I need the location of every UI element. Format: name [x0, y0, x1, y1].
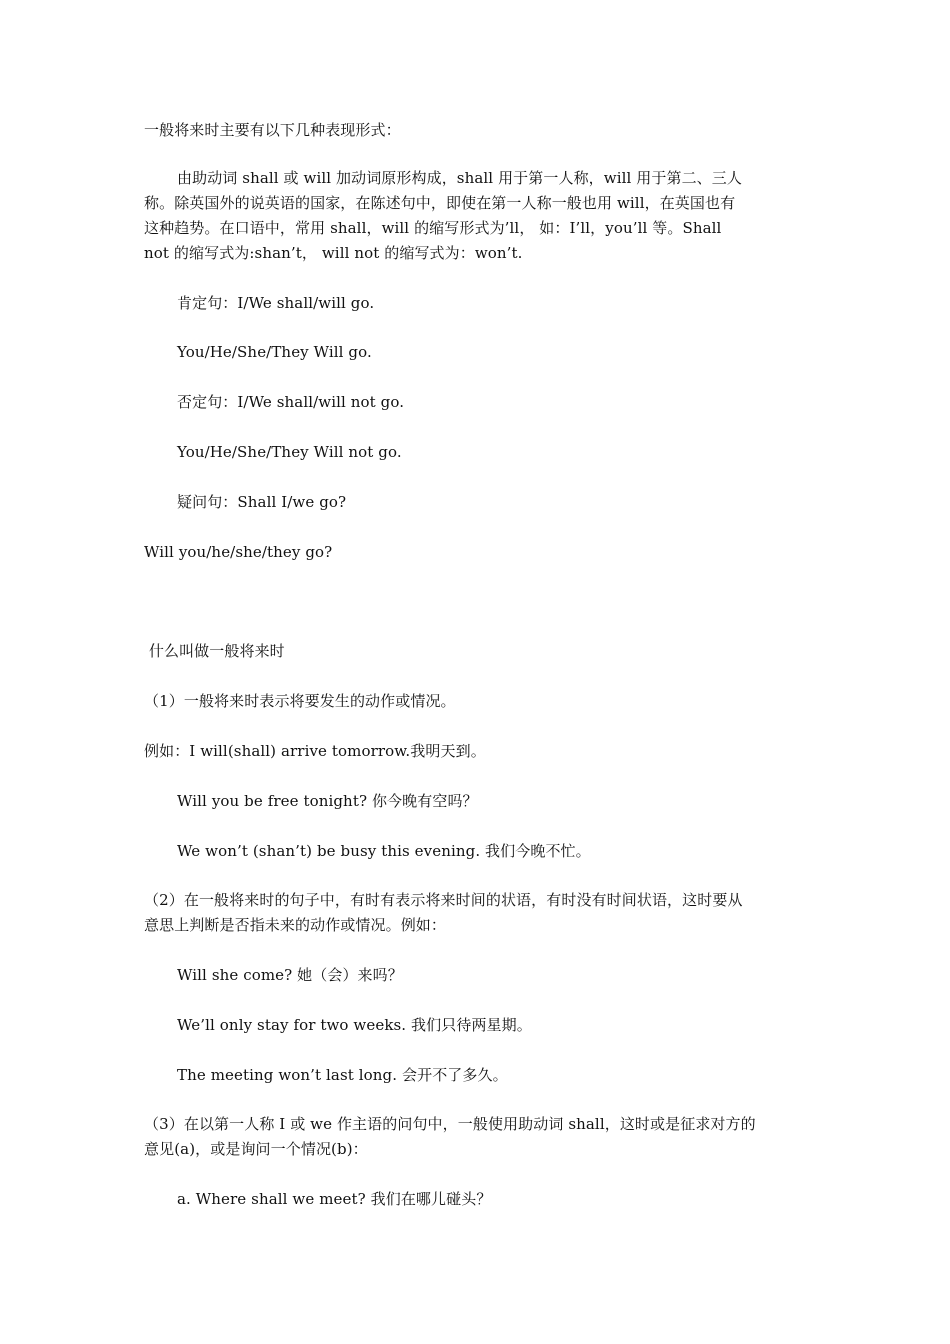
para1-line1: 由助动词 shall 或 will 加动词原形构成，shall 用于第一人称，will 用于第二、三人: [177, 169, 742, 187]
item-1: （1）一般将来时表示将要发生的动作或情况。: [144, 692, 456, 710]
example-6: The meeting won’t last long. 会开不了多久。: [177, 1066, 508, 1084]
example-3: We won’t (shan’t) be busy this evening. 我们今晚不忙。: [177, 842, 591, 860]
item-2-line2: 意思上判断是否指未来的动作或情况。例如：: [144, 916, 447, 934]
negative-1: 否定句：I/We shall/will not go.: [177, 393, 405, 411]
para1-line3: 这种趋势。在口语中，常用 shall，will 的缩写形式为’ll， 如：I’ll，you’ll 等。Shall: [144, 219, 722, 237]
item-2-line1: （2）在一般将来时的句子中，有时有表示将来时间的状语，有时没有时间状语，这时要从: [144, 891, 743, 909]
item-3-line1: （3）在以第一人称 I 或 we 作主语的问句中，一般使用助动词 shall，这时或是征求对方的: [144, 1115, 756, 1133]
affirmative-1: 肯定句：I/We shall/will go.: [177, 294, 375, 312]
item-3-line2: 意见(a)，或是询问一个情况(b)：: [144, 1140, 368, 1158]
section-title: 什么叫做一般将来时: [144, 642, 285, 660]
heading: 一般将来时主要有以下几种表现形式：: [144, 121, 401, 139]
affirmative-2: You/He/She/They Will go.: [177, 343, 372, 361]
example-4: Will she come? 她（会）来吗？: [177, 966, 403, 984]
question-1: 疑问句：Shall I/we go?: [177, 493, 347, 511]
negative-2: You/He/She/They Will not go.: [177, 443, 402, 461]
para1-line4: not 的缩写式为:shan’t， will not 的缩写式为：won’t.: [144, 244, 523, 262]
example-7: a. Where shall we meet? 我们在哪儿碰头？: [177, 1190, 492, 1208]
question-2: Will you/he/she/they go?: [144, 543, 333, 561]
example-2: Will you be free tonight? 你今晚有空吗？: [177, 792, 478, 810]
example-5: We’ll only stay for two weeks. 我们只待两星期。: [177, 1016, 532, 1034]
para1-line2: 称。除英国外的说英语的国家，在陈述句中，即使在第一人称一般也用 will，在英国也有: [144, 194, 736, 212]
example-1: 例如：I will(shall) arrive tomorrow.我明天到。: [144, 742, 486, 760]
